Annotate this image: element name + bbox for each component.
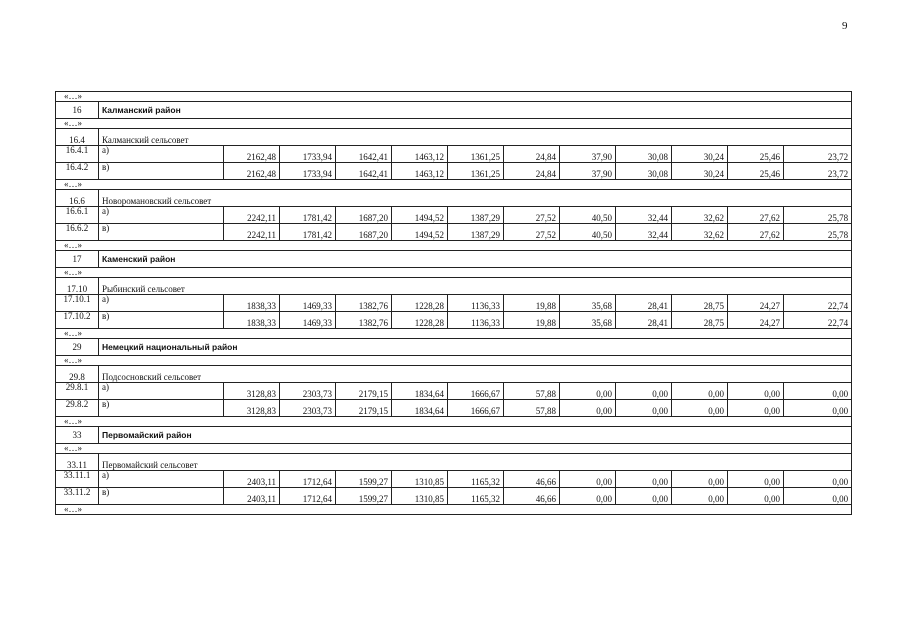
row-code: 17.10.1 [56, 295, 99, 312]
value-cell: 27,62 [728, 207, 784, 224]
value-cell: 1310,85 [392, 488, 448, 505]
value-cell: 0,00 [560, 383, 616, 400]
value-cell: 1228,28 [392, 312, 448, 329]
ellipsis-row [56, 505, 852, 515]
value-cell: 1469,33 [280, 295, 336, 312]
table-row [56, 312, 852, 329]
value-cell: 40,50 [560, 207, 616, 224]
value-cell: 1382,76 [336, 312, 392, 329]
row-label: в) [99, 312, 224, 329]
value-cell: 27,52 [504, 224, 560, 241]
value-cell: 1834,64 [392, 400, 448, 417]
value-cell: 2303,73 [280, 400, 336, 417]
district-code: 16 [56, 102, 99, 119]
value-cell: 2403,11 [224, 471, 280, 488]
value-cell: 1781,42 [280, 207, 336, 224]
value-cell: 32,62 [672, 224, 728, 241]
value-cell: 28,41 [616, 295, 672, 312]
value-cell: 22,74 [784, 295, 852, 312]
value-cell: 1228,28 [392, 295, 448, 312]
row-code: 16.4.2 [56, 163, 99, 180]
value-cell: 28,75 [672, 295, 728, 312]
value-cell: 1599,27 [336, 471, 392, 488]
council-name: Подсосновский сельсовет [99, 366, 852, 383]
value-cell: 0,00 [728, 488, 784, 505]
value-cell: 0,00 [672, 400, 728, 417]
row-label: а) [99, 295, 224, 312]
value-cell: 1642,41 [336, 163, 392, 180]
value-cell: 35,68 [560, 295, 616, 312]
council-name: Первомайский сельсовет [99, 454, 852, 471]
value-cell: 25,46 [728, 146, 784, 163]
value-cell: 32,44 [616, 224, 672, 241]
value-cell: 2179,15 [336, 400, 392, 417]
value-cell: 46,66 [504, 488, 560, 505]
ellipsis-mark: «…» [56, 329, 852, 339]
value-cell: 0,00 [560, 488, 616, 505]
value-cell: 28,41 [616, 312, 672, 329]
district-row [56, 427, 852, 444]
council-row [56, 366, 852, 383]
value-cell: 0,00 [672, 471, 728, 488]
value-cell: 1387,29 [448, 207, 504, 224]
council-row [56, 454, 852, 471]
value-cell: 1494,52 [392, 207, 448, 224]
value-cell: 1136,33 [448, 312, 504, 329]
page-number: 9 [842, 20, 848, 32]
council-code: 29.8 [56, 366, 99, 383]
value-cell: 1136,33 [448, 295, 504, 312]
row-label: в) [99, 488, 224, 505]
tariff-table [55, 91, 852, 515]
value-cell: 23,72 [784, 146, 852, 163]
value-cell: 1361,25 [448, 163, 504, 180]
value-cell: 2162,48 [224, 163, 280, 180]
value-cell: 37,90 [560, 163, 616, 180]
row-label: а) [99, 146, 224, 163]
ellipsis-row [56, 180, 852, 190]
value-cell: 1463,12 [392, 163, 448, 180]
value-cell: 1666,67 [448, 383, 504, 400]
ellipsis-mark: «…» [56, 356, 852, 366]
value-cell: 24,27 [728, 312, 784, 329]
row-label: в) [99, 163, 224, 180]
ellipsis-mark: «…» [56, 92, 852, 102]
value-cell: 0,00 [672, 488, 728, 505]
table-row [56, 400, 852, 417]
table-row [56, 295, 852, 312]
value-cell: 1712,64 [280, 488, 336, 505]
row-code: 16.6.1 [56, 207, 99, 224]
council-code: 17.10 [56, 278, 99, 295]
value-cell: 1387,29 [448, 224, 504, 241]
district-name: Немецкий национальный район [99, 339, 852, 356]
district-row [56, 102, 852, 119]
value-cell: 0,00 [728, 383, 784, 400]
value-cell: 2403,11 [224, 488, 280, 505]
value-cell: 1599,27 [336, 488, 392, 505]
value-cell: 28,75 [672, 312, 728, 329]
value-cell: 1733,94 [280, 163, 336, 180]
row-label: а) [99, 207, 224, 224]
ellipsis-mark: «…» [56, 417, 852, 427]
ellipsis-row [56, 417, 852, 427]
value-cell: 25,78 [784, 207, 852, 224]
value-cell: 24,84 [504, 163, 560, 180]
value-cell: 24,27 [728, 295, 784, 312]
value-cell: 2242,11 [224, 224, 280, 241]
value-cell: 2242,11 [224, 207, 280, 224]
value-cell: 30,24 [672, 146, 728, 163]
value-cell: 1382,76 [336, 295, 392, 312]
council-name: Новоромановский сельсовет [99, 190, 852, 207]
ellipsis-row [56, 92, 852, 102]
district-code: 33 [56, 427, 99, 444]
value-cell: 1165,32 [448, 488, 504, 505]
district-name: Каменский район [99, 251, 852, 268]
value-cell: 3128,83 [224, 383, 280, 400]
value-cell: 1165,32 [448, 471, 504, 488]
council-row [56, 129, 852, 146]
row-label: в) [99, 400, 224, 417]
council-row [56, 190, 852, 207]
value-cell: 25,78 [784, 224, 852, 241]
value-cell: 0,00 [616, 400, 672, 417]
value-cell: 27,52 [504, 207, 560, 224]
row-code: 33.11.2 [56, 488, 99, 505]
value-cell: 1687,20 [336, 224, 392, 241]
row-code: 16.4.1 [56, 146, 99, 163]
district-name: Первомайский район [99, 427, 852, 444]
council-name: Рыбинский сельсовет [99, 278, 852, 295]
ellipsis-mark: «…» [56, 180, 852, 190]
value-cell: 30,08 [616, 163, 672, 180]
district-code: 17 [56, 251, 99, 268]
value-cell: 1310,85 [392, 471, 448, 488]
row-code: 29.8.1 [56, 383, 99, 400]
value-cell: 0,00 [616, 488, 672, 505]
ellipsis-row [56, 329, 852, 339]
ellipsis-mark: «…» [56, 241, 852, 251]
row-label: а) [99, 471, 224, 488]
ellipsis-mark: «…» [56, 268, 852, 278]
district-row [56, 251, 852, 268]
value-cell: 57,88 [504, 383, 560, 400]
value-cell: 1469,33 [280, 312, 336, 329]
table-row [56, 207, 852, 224]
council-name: Калманский сельсовет [99, 129, 852, 146]
ellipsis-row [56, 268, 852, 278]
table-row [56, 163, 852, 180]
value-cell: 40,50 [560, 224, 616, 241]
value-cell: 1838,33 [224, 295, 280, 312]
value-cell: 2162,48 [224, 146, 280, 163]
value-cell: 1494,52 [392, 224, 448, 241]
district-code: 29 [56, 339, 99, 356]
table-row [56, 224, 852, 241]
value-cell: 35,68 [560, 312, 616, 329]
value-cell: 1733,94 [280, 146, 336, 163]
value-cell: 1361,25 [448, 146, 504, 163]
value-cell: 0,00 [560, 471, 616, 488]
value-cell: 37,90 [560, 146, 616, 163]
value-cell: 0,00 [560, 400, 616, 417]
value-cell: 0,00 [728, 400, 784, 417]
ellipsis-row [56, 119, 852, 129]
value-cell: 30,24 [672, 163, 728, 180]
row-code: 29.8.2 [56, 400, 99, 417]
value-cell: 25,46 [728, 163, 784, 180]
table-row [56, 146, 852, 163]
council-code: 16.6 [56, 190, 99, 207]
district-name: Калманский район [99, 102, 852, 119]
row-code: 17.10.2 [56, 312, 99, 329]
ellipsis-mark: «…» [56, 505, 852, 515]
value-cell: 46,66 [504, 471, 560, 488]
value-cell: 23,72 [784, 163, 852, 180]
value-cell: 30,08 [616, 146, 672, 163]
value-cell: 1712,64 [280, 471, 336, 488]
table-row [56, 488, 852, 505]
value-cell: 1834,64 [392, 383, 448, 400]
value-cell: 27,62 [728, 224, 784, 241]
row-code: 33.11.1 [56, 471, 99, 488]
value-cell: 0,00 [784, 471, 852, 488]
value-cell: 1781,42 [280, 224, 336, 241]
value-cell: 0,00 [672, 383, 728, 400]
value-cell: 3128,83 [224, 400, 280, 417]
value-cell: 2303,73 [280, 383, 336, 400]
ellipsis-row [56, 356, 852, 366]
value-cell: 1642,41 [336, 146, 392, 163]
ellipsis-mark: «…» [56, 444, 852, 454]
value-cell: 19,88 [504, 312, 560, 329]
district-row [56, 339, 852, 356]
table-row [56, 471, 852, 488]
value-cell: 0,00 [784, 383, 852, 400]
value-cell: 2179,15 [336, 383, 392, 400]
value-cell: 1463,12 [392, 146, 448, 163]
ellipsis-mark: «…» [56, 119, 852, 129]
value-cell: 0,00 [616, 471, 672, 488]
value-cell: 0,00 [784, 400, 852, 417]
ellipsis-row [56, 241, 852, 251]
value-cell: 0,00 [728, 471, 784, 488]
row-code: 16.6.2 [56, 224, 99, 241]
value-cell: 0,00 [784, 488, 852, 505]
value-cell: 19,88 [504, 295, 560, 312]
value-cell: 32,62 [672, 207, 728, 224]
value-cell: 22,74 [784, 312, 852, 329]
ellipsis-row [56, 444, 852, 454]
council-code: 33.11 [56, 454, 99, 471]
value-cell: 24,84 [504, 146, 560, 163]
row-label: в) [99, 224, 224, 241]
value-cell: 0,00 [616, 383, 672, 400]
council-code: 16.4 [56, 129, 99, 146]
value-cell: 32,44 [616, 207, 672, 224]
row-label: а) [99, 383, 224, 400]
council-row [56, 278, 852, 295]
value-cell: 1666,67 [448, 400, 504, 417]
value-cell: 57,88 [504, 400, 560, 417]
value-cell: 1687,20 [336, 207, 392, 224]
table-row [56, 383, 852, 400]
value-cell: 1838,33 [224, 312, 280, 329]
